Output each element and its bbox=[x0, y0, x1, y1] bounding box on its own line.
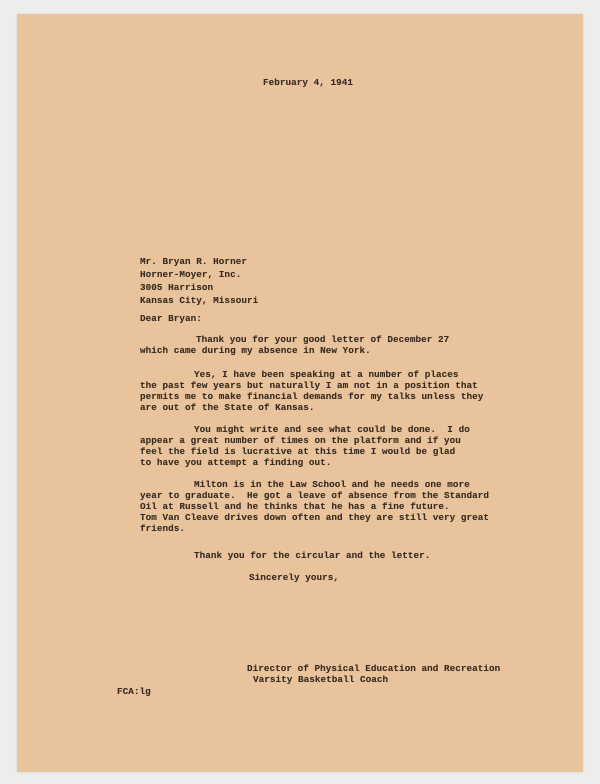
paragraph-line: Milton is in the Law School and he needs one more bbox=[194, 479, 470, 490]
address-line: Kansas City, Missouri bbox=[140, 295, 259, 306]
paragraph-line: permits me to make financial demands for my talks unless they bbox=[140, 391, 484, 402]
paragraph-line: friends. bbox=[140, 523, 186, 534]
paragraph-line: Thank you for your good letter of December 27 bbox=[196, 334, 450, 345]
reference-initials: FCA:lg bbox=[117, 686, 151, 697]
signature-title: Director of Physical Education and Recreation bbox=[247, 663, 501, 674]
paragraph-line: which came during my absence in New York. bbox=[140, 345, 371, 356]
paragraph-line: Yes, I have been speaking at a number of places bbox=[194, 369, 459, 380]
paragraph-line: to have you attempt a finding out. bbox=[140, 457, 332, 468]
paragraph-line: You might write and see what could be done. I do bbox=[194, 424, 470, 435]
address-line: Horner-Moyer, Inc. bbox=[140, 269, 242, 280]
salutation: Dear Bryan: bbox=[140, 313, 202, 324]
paragraph-line: Tom Van Cleave drives down often and they are still very great bbox=[140, 512, 489, 523]
letter-date: February 4, 1941 bbox=[263, 77, 354, 88]
paragraph-line: Oil at Russell and he thinks that he has a fine future. bbox=[140, 501, 450, 512]
closing: Sincerely yours, bbox=[249, 572, 340, 583]
paragraph-line: feel the field is lucrative at this time I would be glad bbox=[140, 446, 456, 457]
paragraph-line: year to graduate. He got a leave of absence from the Standard bbox=[140, 490, 489, 501]
signature-title: Varsity Basketball Coach bbox=[253, 674, 389, 685]
paragraph-line: are out of the State of Kansas. bbox=[140, 402, 315, 413]
address-line: 3005 Harrison bbox=[140, 282, 214, 293]
address-line: Mr. Bryan R. Horner bbox=[140, 256, 247, 267]
paragraph-line: appear a great number of times on the platform and if you bbox=[140, 435, 461, 446]
paragraph-line: the past few years but naturally I am not in a position that bbox=[140, 380, 478, 391]
paragraph-line: Thank you for the circular and the letter. bbox=[194, 550, 431, 561]
